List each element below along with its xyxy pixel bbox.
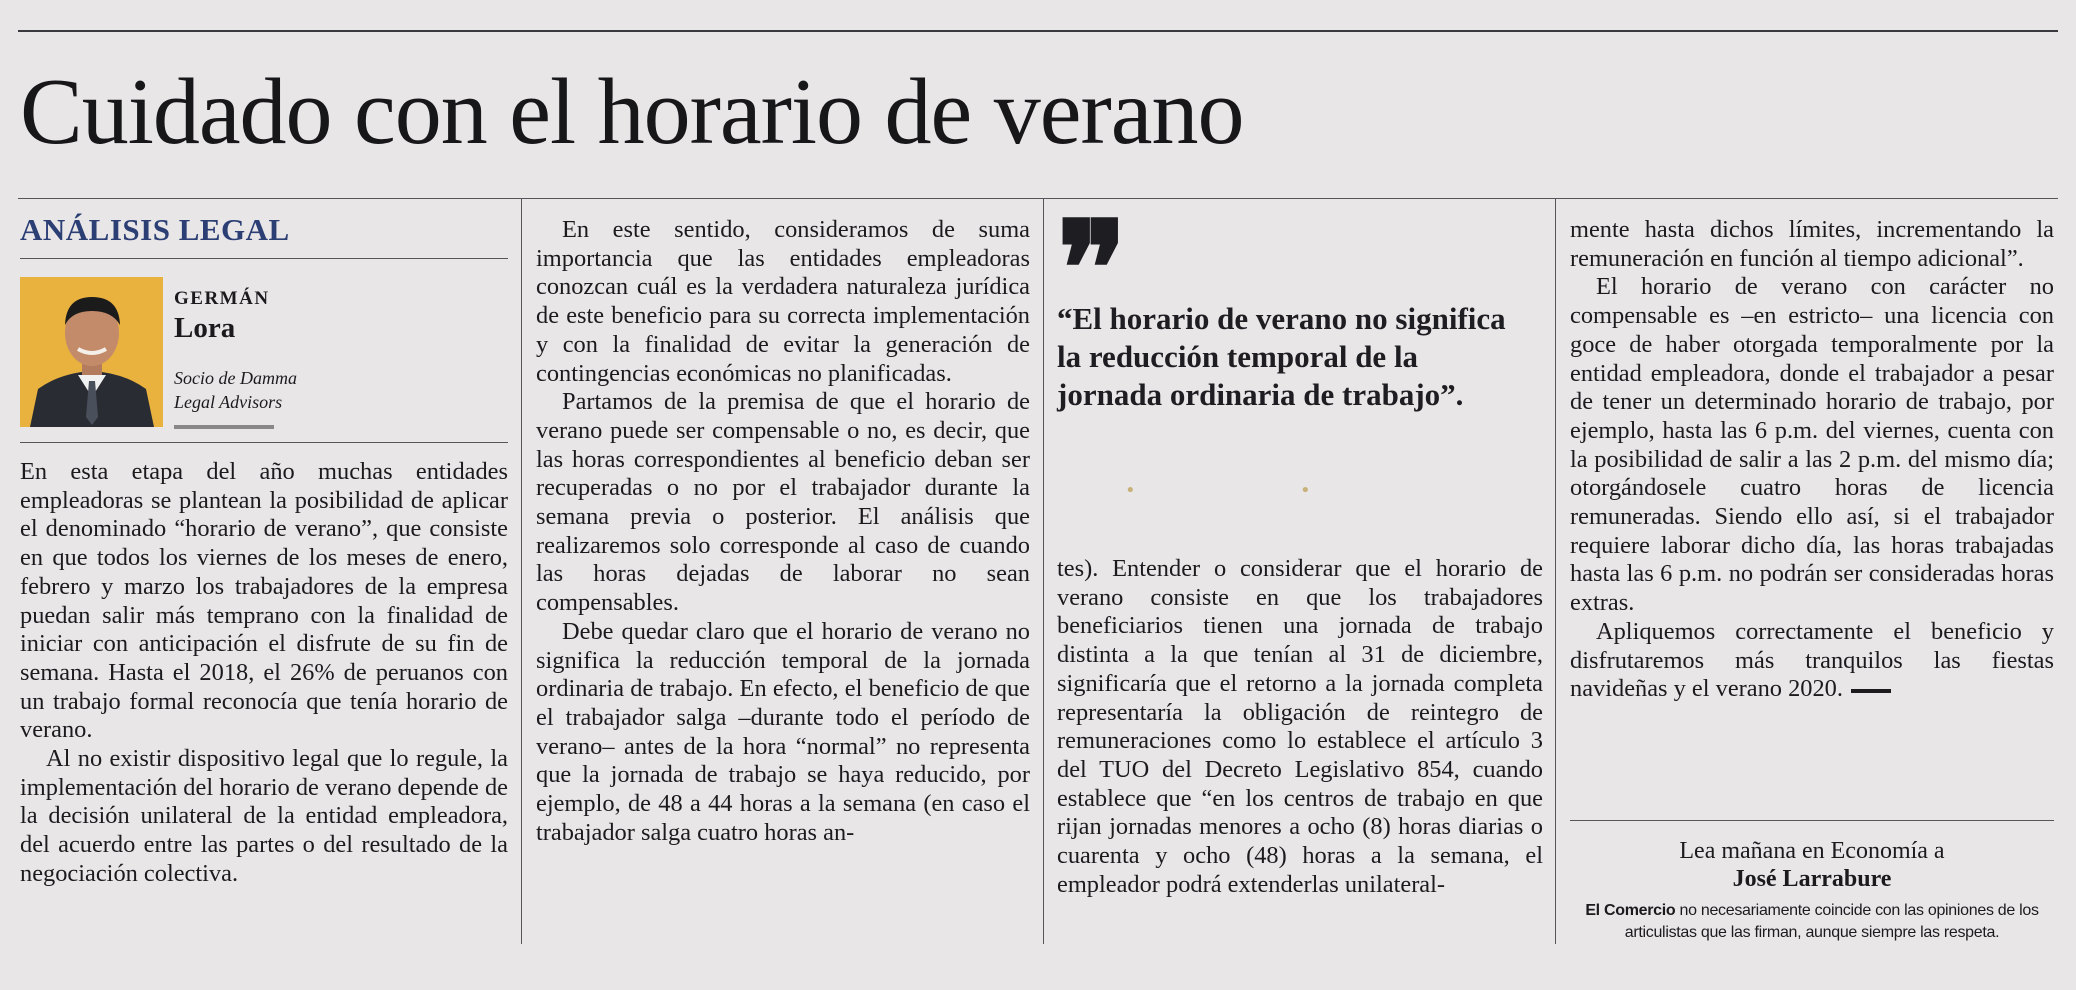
top-rule (18, 30, 2058, 32)
ornament-dot-icon: • (1125, 480, 1136, 501)
column-divider-2 (1043, 198, 1044, 944)
col4-paragraph-2: El horario de verano con carácter no compensable es –en estricto– una licencia con goce de haber otorgada temporalmente por la entidad empleadora, donde el trabajador a pesar de tener un determinado horario de trabajo, por ejemplo, hasta las 6 p.m. del viernes, cuenta con la posibilidad de salir a las 2 p.m. del mismo día; otorgándosele cuatro horas de licencia remuneradas. Siendo ello así, si el trabajador requiere laborar dicho día, las horas trabajadas hasta las 6 p.m. no podrán ser consideradas horas extras. (1570, 273, 2054, 617)
promo-author: José Larrabure (1732, 866, 1892, 892)
col2-paragraph-2: Partamos de la premisa de que el horario de verano puede ser compensable o no, es decir, que las horas correspondientes al beneficio deban ser recuperadas o no por el trabajador durante la semana previa o posterior. El análisis que realizaremos solo corresponde al caso de cuando las horas dejadas de laborar no sean compensables. (536, 388, 1030, 617)
col4-paragraph-3 (1570, 618, 2054, 704)
column-divider-1 (521, 198, 522, 944)
section-label: ANÁLISIS LEGAL (20, 212, 290, 247)
author-role-line-1: Socio de Damma (174, 368, 297, 388)
col1-paragraph-1: En esta etapa del año muchas entidades empleadoras se plantean la posibilidad de aplicar el denominado “horario de verano”, que consiste en que todos los viernes de los meses de enero, febrero y marzo los trabajadores de la empresa puedan salir más temprano con la finalidad de iniciar con anticipación el disfrute de su fin de semana. Hasta el 2018, el 26% de peruanos con un trabajo formal reconocía que tenía horario de verano. (20, 458, 508, 744)
author-photo (20, 277, 163, 427)
author-portrait-icon (20, 277, 163, 427)
header-rule (18, 198, 2058, 199)
author-first-name: GERMÁN (174, 288, 270, 309)
col4-paragraph-3-text: Apliquemos correctamente el beneficio y disfrutaremos más tranquilos las fiestas navideñas y el verano 2020. (1570, 617, 2054, 703)
col4-paragraph-1: mente hasta dichos límites, incrementando la remuneración en función al tiempo adicional”. (1570, 216, 2054, 272)
column-2 (536, 216, 1030, 847)
col3-paragraph-1: tes). Entender o considerar que el horario de verano consiste en que los trabajadores beneficiarios tienen una jornada de trabajo distinta a la que tenían al 31 de diciembre, significaría que el retorno a la jornada completa representaría la obligación de reintegro de remuneraciones como lo establece el artículo 3 del TUO del Decreto Legislativo 854, cuando establece que “en los centros de trabajo en que rijan jornadas menores a ocho (8) horas diarias o cuarenta y ocho (48) horas a la semana, el empleador podrá extenderlas unilateral- (1057, 555, 1543, 898)
byline-rule (20, 442, 508, 443)
column-1 (20, 458, 508, 889)
ornament-dot-icon: • (1300, 480, 1311, 501)
label-rule (20, 258, 508, 259)
author-role (174, 366, 334, 414)
pull-quote: “El horario de verano no significa la reducción temporal de la jornada ordinaria de trabajo”. (1057, 301, 1506, 412)
col1-paragraph-2: Al no existir dispositivo legal que lo regule, la implementación del horario de verano depende de la decisión unilateral de la entidad empleadora, del acuerdo entre las partes o del resultado de la negociación colectiva. (20, 745, 508, 887)
disclaimer (1570, 900, 2054, 944)
column-4 (1570, 216, 2054, 704)
headline: Cuidado con el horario de verano (20, 60, 1244, 164)
disclaimer-brand: El Comercio (1585, 902, 1676, 919)
column-3 (1057, 555, 1543, 899)
author-last-name: Lora (174, 312, 236, 344)
quote-mark-icon: ❞ (1057, 199, 1127, 343)
end-mark-icon (1851, 689, 1891, 693)
promo-rule (1570, 820, 2054, 821)
byline-accent-rule (174, 425, 274, 429)
col2-paragraph-1: En este sentido, consideramos de suma importancia que las entidades empleadoras conozcan cuál es la verdadera naturaleza jurídica de este beneficio para su correcta implementación y con la finalidad de evitar la generación de contingencias económicas no planificadas. (536, 216, 1030, 387)
disclaimer-text: no necesariamente coincide con las opiniones de los articulistas que las firman, aunque siempre las respeta. (1624, 902, 2039, 941)
promo-line-1: Lea mañana en Economía a (1679, 838, 1945, 864)
column-divider-3 (1555, 198, 1556, 944)
col2-paragraph-3: Debe quedar claro que el horario de verano no significa la reducción temporal de la jornada ordinaria de trabajo. En efecto, el beneficio de que el trabajador salga –durante todo el período de verano– antes de la hora “normal” no representa que la jornada de trabajo se haya reducido, por ejemplo, de 48 a 44 horas a la semana (en caso el trabajador salga cuatro horas an- (536, 617, 1030, 846)
author-role-line-2: Legal Advisors (174, 392, 283, 412)
